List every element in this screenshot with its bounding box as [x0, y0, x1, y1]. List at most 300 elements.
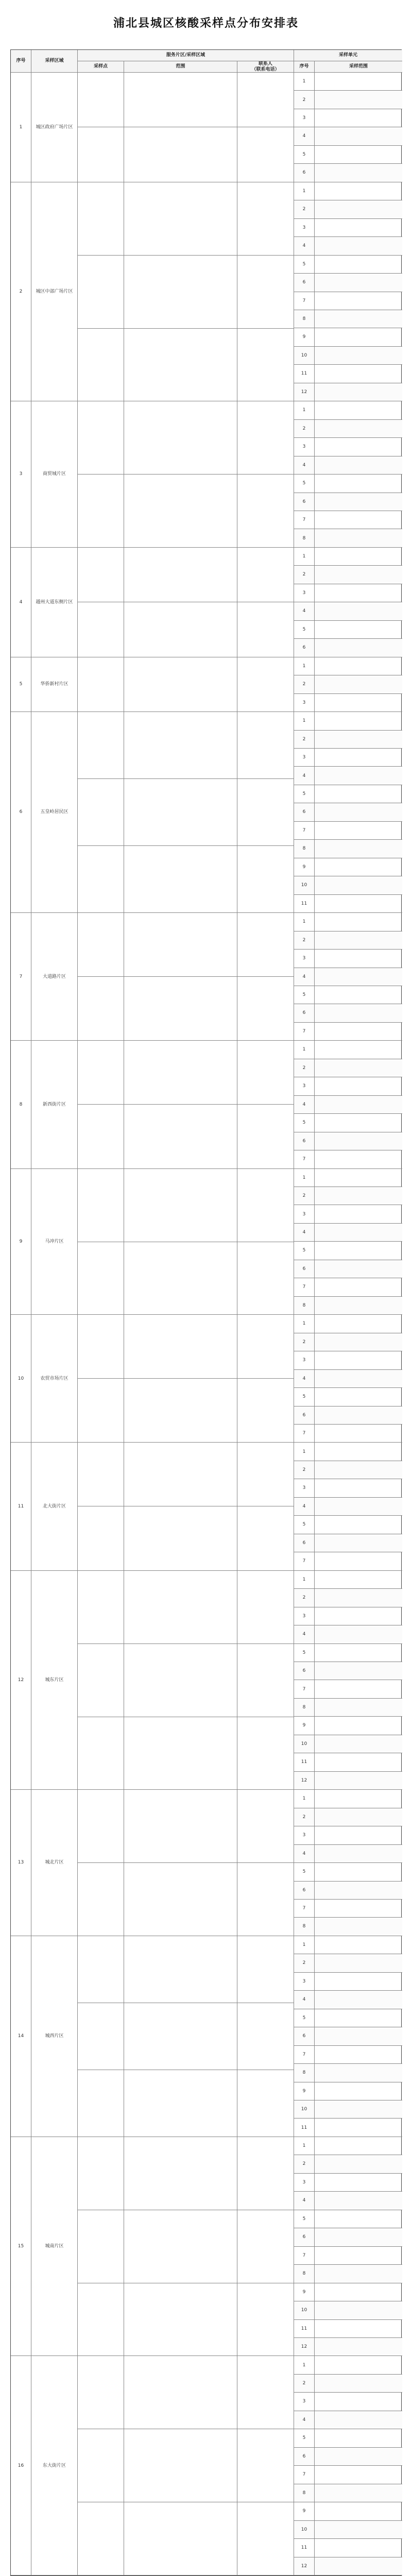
unit-area — [315, 493, 402, 511]
unit-no: 4 — [294, 1224, 315, 1242]
unit-area — [315, 310, 402, 328]
unit-area — [315, 365, 402, 383]
unit-no: 2 — [294, 1187, 315, 1205]
unit-area — [315, 1571, 402, 1589]
unit-area — [315, 1114, 402, 1132]
site-cell — [78, 329, 124, 402]
unit-no: 8 — [294, 1918, 315, 1936]
unit-area — [315, 1717, 402, 1735]
section-no: 7 — [11, 913, 31, 1041]
unit-no: 5 — [294, 2429, 315, 2447]
unit-no: 4 — [294, 602, 315, 620]
unit-area — [315, 1205, 402, 1223]
unit-area — [315, 164, 402, 182]
unit-no: 7 — [294, 511, 315, 529]
unit-area — [315, 1425, 402, 1443]
unit-no: 9 — [294, 2082, 315, 2100]
unit-area — [315, 1242, 402, 1260]
unit-area — [315, 2046, 402, 2064]
scope-cell — [124, 73, 237, 127]
unit-no: 4 — [294, 1845, 315, 1863]
unit-area — [315, 438, 402, 456]
unit-area — [315, 2320, 402, 2338]
section-row — [11, 1571, 402, 1790]
site-cell — [78, 779, 124, 846]
unit-no: 3 — [294, 2174, 315, 2192]
section-district: 华侨新村片区 — [31, 657, 78, 712]
unit-area — [315, 1882, 402, 1900]
unit-area — [315, 401, 402, 419]
site-cell — [78, 1644, 124, 1717]
unit-area — [315, 146, 402, 164]
unit-no: 7 — [294, 2046, 315, 2064]
unit-area — [315, 548, 402, 566]
unit-area — [315, 2174, 402, 2192]
unit-area — [315, 1443, 402, 1461]
site-cell — [78, 712, 124, 779]
unit-no: 11 — [294, 2320, 315, 2338]
section-district: 城区政府广场片区 — [31, 73, 78, 182]
unit-area — [315, 876, 402, 894]
unit-no: 1 — [294, 2356, 315, 2374]
contact-cell — [237, 1506, 294, 1570]
contact-cell — [237, 1169, 294, 1242]
contact-cell — [237, 1790, 294, 1863]
unit-no: 11 — [294, 1753, 315, 1771]
unit-area — [315, 274, 402, 292]
header-no: 序号 — [11, 50, 31, 73]
contact-cell — [237, 602, 294, 657]
section-row — [11, 2137, 402, 2357]
unit-no: 1 — [294, 657, 315, 675]
unit-area — [315, 785, 402, 803]
unit-no: 1 — [294, 548, 315, 566]
unit-no: 2 — [294, 1954, 315, 1972]
scope-cell — [124, 1105, 237, 1168]
unit-no: 5 — [294, 256, 315, 274]
contact-cell — [237, 913, 294, 977]
unit-no: 7 — [294, 1900, 315, 1918]
unit-area — [315, 639, 402, 657]
unit-no: 2 — [294, 675, 315, 693]
unit-no: 5 — [294, 621, 315, 639]
scope-cell — [124, 2210, 237, 2283]
section-no: 10 — [11, 1315, 31, 1443]
scope-cell — [124, 127, 237, 182]
unit-area — [315, 895, 402, 913]
scope-cell — [124, 2283, 237, 2357]
contact-cell — [237, 2070, 294, 2137]
unit-no: 6 — [294, 2228, 315, 2246]
scope-cell — [124, 1790, 237, 1863]
unit-no: 9 — [294, 2502, 315, 2520]
unit-no: 6 — [294, 1260, 315, 1278]
section-row — [11, 657, 402, 712]
unit-no: 1 — [294, 1041, 315, 1059]
scope-cell — [124, 2003, 237, 2070]
unit-no: 2 — [294, 731, 315, 749]
unit-area — [315, 1644, 402, 1662]
unit-area — [315, 1096, 402, 1114]
unit-area — [315, 1224, 402, 1242]
contact-cell — [237, 2210, 294, 2283]
unit-area — [315, 1607, 402, 1625]
unit-no: 3 — [294, 1607, 315, 1625]
header-scope: 范围 — [124, 61, 237, 73]
unit-no: 4 — [294, 1991, 315, 2009]
section-no: 9 — [11, 1169, 31, 1315]
unit-no: 9 — [294, 2283, 315, 2301]
unit-no: 8 — [294, 840, 315, 858]
unit-no: 1 — [294, 1571, 315, 1589]
unit-no: 2 — [294, 931, 315, 950]
scope-cell — [124, 1041, 237, 1105]
unit-area — [315, 675, 402, 693]
unit-no: 6 — [294, 1132, 315, 1150]
site-cell — [78, 2502, 124, 2575]
unit-area — [315, 1900, 402, 1918]
site-cell — [78, 1717, 124, 1790]
site-cell — [78, 1242, 124, 1315]
section-row — [11, 182, 402, 402]
unit-area — [315, 2027, 402, 2045]
section-row — [11, 73, 402, 182]
unit-no: 10 — [294, 347, 315, 365]
scope-cell — [124, 256, 237, 329]
scope-cell — [124, 977, 237, 1041]
unit-area — [315, 1132, 402, 1150]
unit-no: 5 — [294, 2210, 315, 2228]
unit-no: 7 — [294, 1278, 315, 1296]
contact-cell — [237, 779, 294, 846]
unit-area — [315, 968, 402, 986]
unit-area — [315, 219, 402, 237]
site-cell — [78, 2003, 124, 2070]
unit-no: 8 — [294, 1297, 315, 1315]
unit-no: 5 — [294, 986, 315, 1004]
unit-no: 4 — [294, 1625, 315, 1643]
site-cell — [78, 1571, 124, 1644]
contact-cell — [237, 846, 294, 913]
section-no: 13 — [11, 1790, 31, 1936]
unit-no: 8 — [294, 2265, 315, 2283]
unit-area — [315, 2484, 402, 2502]
unit-no: 5 — [294, 146, 315, 164]
scope-cell — [124, 1644, 237, 1717]
section-row — [11, 1169, 402, 1315]
unit-no: 3 — [294, 1479, 315, 1497]
unit-area — [315, 1826, 402, 1844]
unit-area — [315, 822, 402, 840]
header-unit-group: 采样单元 — [294, 50, 402, 61]
contact-cell — [237, 1443, 294, 1506]
unit-area — [315, 456, 402, 474]
scope-cell — [124, 846, 237, 913]
header-contact-label: 联系人 — [258, 61, 272, 67]
unit-no: 8 — [294, 529, 315, 547]
scope-cell — [124, 1242, 237, 1315]
site-cell — [78, 2070, 124, 2137]
unit-no: 1 — [294, 401, 315, 419]
unit-no: 1 — [294, 1936, 315, 1954]
site-cell — [78, 474, 124, 548]
unit-area — [315, 328, 402, 346]
scope-cell — [124, 1506, 237, 1570]
site-cell — [78, 1379, 124, 1443]
unit-area — [315, 1936, 402, 1954]
unit-area — [315, 182, 402, 200]
unit-no: 12 — [294, 1772, 315, 1790]
unit-no: 6 — [294, 2448, 315, 2466]
unit-no: 7 — [294, 1150, 315, 1168]
unit-no: 6 — [294, 1004, 315, 1022]
unit-area — [315, 2283, 402, 2301]
unit-area — [315, 383, 402, 401]
scope-cell — [124, 1936, 237, 2003]
unit-area — [315, 2411, 402, 2429]
unit-area — [315, 803, 402, 821]
unit-area — [315, 2137, 402, 2155]
unit-area — [315, 1973, 402, 1991]
section-row — [11, 2356, 402, 2575]
site-cell — [78, 2356, 124, 2429]
section-district: 商贸城片区 — [31, 401, 78, 548]
unit-no: 6 — [294, 639, 315, 657]
site-cell — [78, 182, 124, 256]
unit-no: 4 — [294, 456, 315, 474]
scope-cell — [124, 2356, 237, 2429]
section-district: 城南片区 — [31, 2137, 78, 2357]
section-district: 城区中部广场片区 — [31, 182, 78, 402]
site-cell — [78, 1790, 124, 1863]
unit-area — [315, 2448, 402, 2466]
unit-area — [315, 2064, 402, 2082]
scope-cell — [124, 548, 237, 602]
unit-area — [315, 1406, 402, 1425]
unit-no: 6 — [294, 1662, 315, 1680]
scope-cell — [124, 1379, 237, 1443]
section-no: 16 — [11, 2356, 31, 2575]
unit-area — [315, 1388, 402, 1406]
section-no: 6 — [11, 712, 31, 913]
unit-area — [315, 566, 402, 584]
unit-area — [315, 1808, 402, 1826]
unit-no: 6 — [294, 2027, 315, 2045]
unit-no: 6 — [294, 274, 315, 292]
contact-cell — [237, 1242, 294, 1315]
unit-no: 12 — [294, 383, 315, 401]
unit-area — [315, 767, 402, 785]
unit-no: 1 — [294, 1443, 315, 1461]
site-cell — [78, 1041, 124, 1105]
unit-no: 2 — [294, 91, 315, 109]
contact-cell — [237, 1379, 294, 1443]
site-cell — [78, 1315, 124, 1379]
unit-no: 6 — [294, 164, 315, 182]
unit-no: 11 — [294, 365, 315, 383]
scope-cell — [124, 1169, 237, 1242]
scope-cell — [124, 2429, 237, 2502]
contact-cell — [237, 2429, 294, 2502]
scope-cell — [124, 2502, 237, 2575]
unit-area — [315, 1333, 402, 1351]
unit-area — [315, 1790, 402, 1808]
unit-area — [315, 1023, 402, 1041]
contact-cell — [237, 182, 294, 256]
unit-no: 5 — [294, 1863, 315, 1881]
unit-area — [315, 2009, 402, 2027]
unit-area — [315, 1260, 402, 1278]
unit-area — [315, 2466, 402, 2484]
site-cell — [78, 401, 124, 474]
unit-no: 5 — [294, 785, 315, 803]
unit-no: 2 — [294, 1333, 315, 1351]
unit-area — [315, 1370, 402, 1388]
unit-no: 1 — [294, 712, 315, 730]
unit-area — [315, 1662, 402, 1680]
unit-area — [315, 1479, 402, 1497]
section-no: 1 — [11, 73, 31, 182]
unit-no: 11 — [294, 895, 315, 913]
unit-area — [315, 2521, 402, 2539]
unit-no: 3 — [294, 109, 315, 127]
section-row — [11, 913, 402, 1041]
unit-no: 5 — [294, 1388, 315, 1406]
header-unit-no: 序号 — [294, 61, 315, 73]
unit-area — [315, 2100, 402, 2119]
unit-no: 7 — [294, 1425, 315, 1443]
unit-area — [315, 1041, 402, 1059]
unit-no: 11 — [294, 2119, 315, 2137]
contact-cell — [237, 657, 294, 712]
unit-no: 6 — [294, 1406, 315, 1425]
unit-no: 5 — [294, 1516, 315, 1534]
scope-cell — [124, 2070, 237, 2137]
site-cell — [78, 1506, 124, 1570]
unit-no: 4 — [294, 767, 315, 785]
unit-area — [315, 2557, 402, 2575]
site-cell — [78, 657, 124, 712]
header-site-name: 采样点 — [78, 61, 124, 73]
unit-no: 6 — [294, 803, 315, 821]
unit-no: 5 — [294, 1644, 315, 1662]
unit-area — [315, 200, 402, 218]
unit-area — [315, 109, 402, 127]
unit-area — [315, 986, 402, 1004]
unit-no: 3 — [294, 2393, 315, 2411]
unit-no: 5 — [294, 474, 315, 493]
site-cell — [78, 913, 124, 977]
contact-cell — [237, 1936, 294, 2003]
site-cell — [78, 2137, 124, 2210]
contact-cell — [237, 977, 294, 1041]
unit-no: 2 — [294, 2375, 315, 2393]
section-no: 15 — [11, 2137, 31, 2357]
unit-area — [315, 511, 402, 529]
unit-no: 2 — [294, 1461, 315, 1479]
site-cell — [78, 846, 124, 913]
section-no: 14 — [11, 1936, 31, 2137]
site-cell — [78, 2283, 124, 2357]
unit-no: 2 — [294, 1059, 315, 1077]
unit-no: 2 — [294, 566, 315, 584]
scope-cell — [124, 602, 237, 657]
unit-area — [315, 1589, 402, 1607]
section-row — [11, 401, 402, 548]
unit-no: 1 — [294, 2137, 315, 2155]
section-no: 11 — [11, 1443, 31, 1570]
unit-no: 3 — [294, 694, 315, 712]
section-district: 五皇岭居民区 — [31, 712, 78, 913]
unit-no: 3 — [294, 219, 315, 237]
site-cell — [78, 548, 124, 602]
unit-area — [315, 584, 402, 602]
section-district: 大道路片区 — [31, 913, 78, 1041]
section-no: 5 — [11, 657, 31, 712]
unit-no: 1 — [294, 1169, 315, 1187]
site-cell — [78, 2429, 124, 2502]
unit-no: 12 — [294, 2338, 315, 2356]
contact-cell — [237, 401, 294, 474]
scope-cell — [124, 2137, 237, 2210]
unit-no: 10 — [294, 876, 315, 894]
unit-area — [315, 1991, 402, 2009]
section-no: 8 — [11, 1041, 31, 1168]
header-site-group: 服务片区/采样区域 — [78, 50, 294, 61]
scope-cell — [124, 474, 237, 548]
unit-area — [315, 1278, 402, 1296]
unit-area — [315, 2155, 402, 2173]
unit-no: 3 — [294, 1973, 315, 1991]
scope-cell — [124, 1571, 237, 1644]
unit-area — [315, 1169, 402, 1187]
unit-no: 1 — [294, 1315, 315, 1333]
section-no: 2 — [11, 182, 31, 402]
contact-cell — [237, 474, 294, 548]
unit-no: 6 — [294, 493, 315, 511]
contact-cell — [237, 1717, 294, 1790]
unit-area — [315, 2502, 402, 2520]
unit-area — [315, 694, 402, 712]
unit-no: 7 — [294, 822, 315, 840]
unit-no: 5 — [294, 1114, 315, 1132]
document-title: 浦北县城区核酸采样点分布安排表 — [113, 17, 299, 30]
contact-cell — [237, 73, 294, 127]
unit-area — [315, 2429, 402, 2447]
unit-area — [315, 1699, 402, 1717]
unit-area — [315, 1735, 402, 1753]
section-row — [11, 1443, 402, 1570]
contact-cell — [237, 1041, 294, 1105]
section-row — [11, 548, 402, 657]
unit-area — [315, 2082, 402, 2100]
unit-area — [315, 1552, 402, 1570]
unit-area — [315, 127, 402, 145]
unit-no: 7 — [294, 292, 315, 310]
section-district: 越州大道东侧片区 — [31, 548, 78, 657]
unit-no: 4 — [294, 2192, 315, 2210]
scope-cell — [124, 712, 237, 779]
unit-area — [315, 1461, 402, 1479]
contact-cell — [237, 1644, 294, 1717]
section-row — [11, 1315, 402, 1443]
unit-area — [315, 2119, 402, 2137]
unit-no: 2 — [294, 1808, 315, 1826]
unit-no: 4 — [294, 1096, 315, 1114]
contact-cell — [237, 1571, 294, 1644]
unit-area — [315, 1863, 402, 1881]
unit-no: 7 — [294, 2466, 315, 2484]
